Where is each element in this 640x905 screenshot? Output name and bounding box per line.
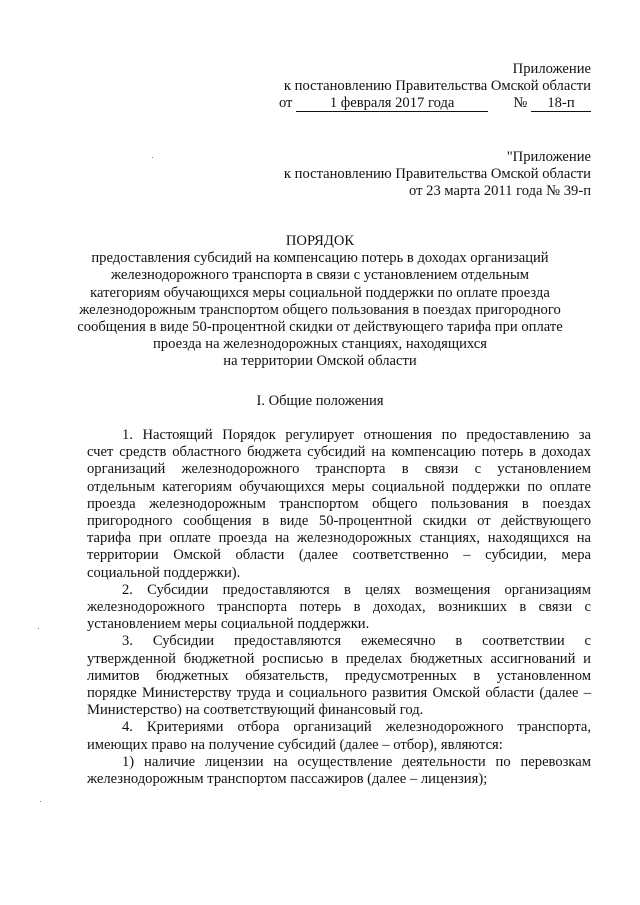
decree-number: 18-п — [531, 96, 591, 112]
scan-speck — [38, 628, 39, 629]
appendix-original-line3: от 23 марта 2011 года № 39-п — [409, 183, 591, 200]
paragraph-1-line: счет средств областного бюджета субсидий на компенсацию потерь в доходах — [87, 444, 591, 461]
title-line: проезда на железнодорожных станциях, находящихся — [153, 336, 487, 353]
paragraph-3-line: 3. Субсидии предоставляются ежемесячно в соответствии с — [122, 633, 591, 650]
paragraph-3-line: Министерство) на соответствующий финансовый год. — [87, 702, 424, 719]
number-label: № — [513, 95, 528, 112]
paragraph-1-line: пригородного сообщения в виде 50-процентной скидки от действующего — [87, 513, 591, 530]
title-line: железнодорожного транспорта в связи с установлением отдельным — [110, 267, 530, 284]
title-line: железнодорожным транспортом общего пользования в поездах пригородного — [79, 301, 561, 318]
appendix-current — [279, 61, 591, 113]
scan-speck — [152, 157, 153, 158]
title-line: на территории Омской области — [223, 353, 417, 370]
paragraph-2-line: 2. Субсидии предоставляются в целях возмещения организациям — [122, 581, 591, 598]
paragraph-2-line: железнодорожного транспорта потерь в доходах, возникших в связи с — [87, 599, 591, 616]
paragraph-3-line: утвержденной бюджетной росписью в пределах бюджетных ассигнований и — [87, 650, 591, 667]
section-heading-text: I. Общие положения — [256, 393, 384, 409]
document-title — [49, 233, 591, 371]
title-heading: ПОРЯДОК — [285, 233, 355, 249]
body-text — [87, 427, 591, 788]
paragraph-1-line: территории Омской области (далее соответственно – субсидии, мера — [87, 547, 591, 564]
decree-date: 1 февраля 2017 года — [296, 96, 488, 112]
paragraph-1-line: 1. Настоящий Порядок регулирует отношения по предоставлению за — [122, 427, 591, 443]
paragraph-4-line: имеющих право на получение субсидий (далее – отбор), являются: — [87, 736, 503, 753]
scan-speck — [40, 801, 41, 802]
paragraph-3-line: порядке Министерству труда и социального развития Омской области (далее – — [87, 685, 591, 702]
paragraph-1-line: социальной поддержки). — [87, 564, 241, 581]
title-line: сообщения в виде 50-процентной скидки от действующего тарифа при оплате — [77, 319, 563, 336]
paragraph-3-line: лимитов бюджетных обязательств, предусмотренных в установленном — [87, 667, 591, 684]
appendix-original-line1: "Приложение — [506, 149, 591, 165]
paragraph-1-line: проезда железнодорожным транспортом общего пользования в поездах — [87, 495, 591, 512]
title-line: предоставления субсидий на компенсацию потерь в доходах организаций — [91, 250, 549, 267]
appendix-original-line2: к постановлению Правительства Омской области — [283, 166, 591, 183]
paragraph-1-line: отдельным категориям обучающихся меры социальной поддержки по оплате — [87, 478, 591, 495]
subparagraph-1-line: железнодорожным транспортом пассажиров (далее – лицензия); — [87, 771, 488, 788]
appendix-current-line1: Приложение — [512, 61, 591, 77]
appendix-current-date-line — [279, 95, 591, 112]
subparagraph-1-line: 1) наличие лицензии на осуществление деятельности по перевозкам — [122, 753, 591, 770]
section-heading — [49, 393, 591, 410]
appendix-current-line2: к постановлению Правительства Омской области — [283, 78, 591, 95]
paragraph-4-line: 4. Критериями отбора организаций железнодорожного транспорта, — [122, 719, 591, 736]
paragraph-1-line: организаций железнодорожного транспорта в связи с установлением — [87, 461, 591, 478]
title-line: категориям обучающихся меры социальной поддержки по оплате проезда — [90, 284, 550, 301]
paragraph-1-line: тарифа при оплате проезда на железнодорожных станциях, находящихся на — [87, 530, 591, 547]
appendix-original — [284, 149, 591, 201]
paragraph-2-line: установлением меры социальной поддержки. — [87, 616, 370, 633]
from-label: от — [278, 95, 293, 112]
